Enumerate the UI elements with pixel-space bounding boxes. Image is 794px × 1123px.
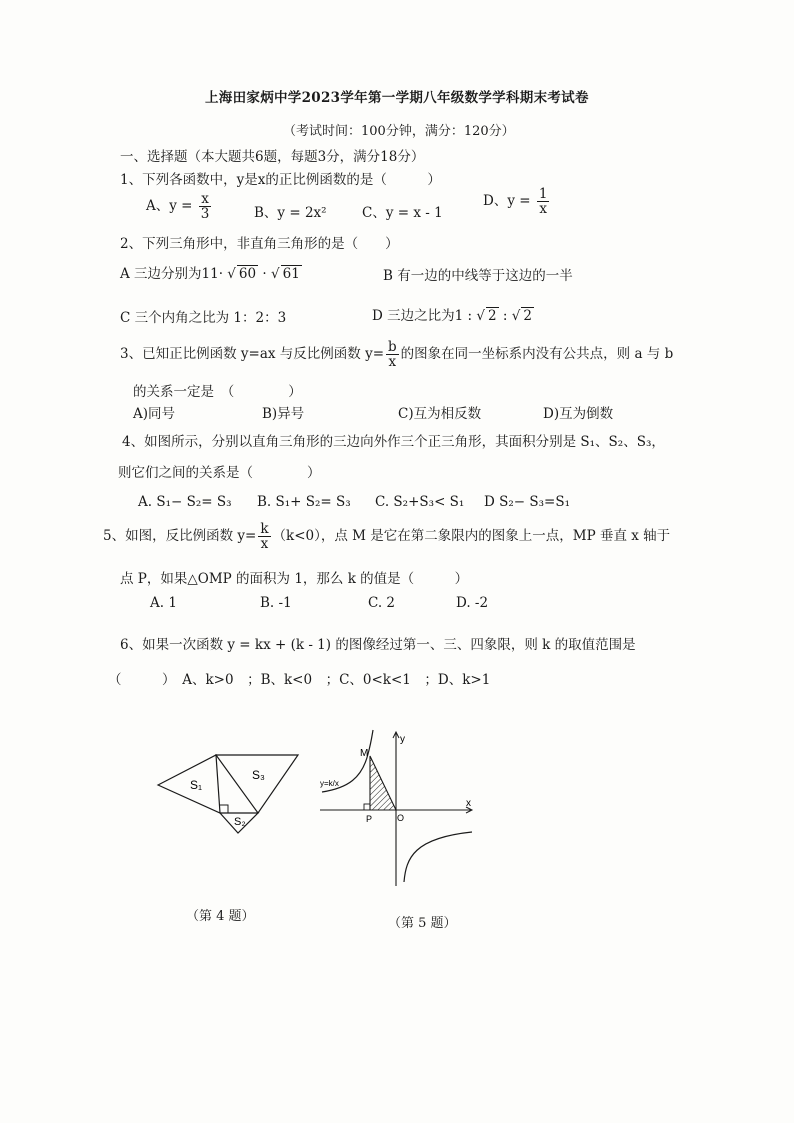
q1-option-c: C、y = x - 1 xyxy=(362,205,443,221)
q2-a-separator: · xyxy=(262,266,267,282)
q3-frac-num: b xyxy=(388,339,397,355)
figure-5-caption: （第 5 题） xyxy=(388,916,457,931)
q6-line1: 6、如果一次函数 y = kx + (k - 1) 的图像经过第一、三、四象限，则 k 的取值范围是 xyxy=(120,637,636,653)
q4-line2: 则它们之间的关系是（ ） xyxy=(118,465,321,481)
q2-a-root2: 61 xyxy=(282,266,300,282)
q1-a-fraction xyxy=(199,192,212,221)
q5-option-d: D. -2 xyxy=(456,595,489,611)
q2-d-prefix: D 三边之比为1 : xyxy=(372,308,473,324)
q2-d-separator: : xyxy=(502,308,508,324)
q3-option-b: B)异号 xyxy=(262,406,305,422)
q3-line2: 的关系一定是 （ ） xyxy=(133,384,302,400)
q5-frac-den: x xyxy=(260,536,269,553)
q5-line2: 点 P，如果△OMP 的面积为 1，那么 k 的值是（ ） xyxy=(120,571,469,587)
q5-option-a: A. 1 xyxy=(150,595,177,611)
q4-line1: 4、如图所示，分别以直角三角形的三边向外作三个正三角形，其面积分别是 S₁、S₂、S₃， xyxy=(122,434,665,450)
q1-d-num: 1 xyxy=(538,186,548,202)
fig5-curve-label: y=k/x xyxy=(320,779,339,788)
q1-d-den: x xyxy=(539,201,547,218)
section-heading: 一、选择题（本大题共6题，每题3分，满分18分） xyxy=(120,149,425,165)
fig5-right-angle-mark xyxy=(364,804,370,810)
fig4-label-s1: S₁ xyxy=(190,778,203,792)
fig5-label-m: M xyxy=(360,748,369,759)
q2-option-b: B 有一边的中线等于这边的一半 xyxy=(383,268,573,284)
q2-stem: 2、下列三角形中，非直角三角形的是（ ） xyxy=(120,236,399,252)
q2-d-root2: 2 xyxy=(523,308,532,324)
q5-fraction xyxy=(258,522,270,551)
q4-option-c: C. S₂+S₃< S₁ xyxy=(375,494,465,510)
q2-a-root1: 60 xyxy=(238,266,257,282)
q2-option-c: C 三个内角之比为 1：2：3 xyxy=(120,310,287,326)
fig5-curve-q4 xyxy=(404,832,472,882)
q3-stem-post: 的图象在同一坐标系内没有公共点，则 a 与 b xyxy=(400,346,674,363)
q1-option-d xyxy=(483,187,551,216)
q3-stem xyxy=(120,340,673,369)
q3-option-d: D)互为倒数 xyxy=(543,406,614,422)
q2-d-root1: 2 xyxy=(487,308,497,324)
q5-option-c: C. 2 xyxy=(368,595,396,611)
fig4-triangle-s1 xyxy=(158,755,220,813)
q4-option-b: B. S₁+ S₂= S₃ xyxy=(257,494,351,510)
q4-option-a: A. S₁− S₂= S₃ xyxy=(138,494,232,510)
q5-stem-pre: 5、如图，反比例函数 y= xyxy=(103,528,257,545)
fig5-shaded-triangle-omp xyxy=(370,756,396,810)
fig5-label-x: x xyxy=(466,798,471,809)
figure-5-graph xyxy=(318,728,478,888)
q3-frac-den: x xyxy=(388,354,397,371)
fig4-triangle-s3 xyxy=(216,755,298,813)
q5-stem xyxy=(103,522,670,551)
q1-a-den: 3 xyxy=(200,206,210,223)
figure-4-diagram xyxy=(150,745,310,840)
q1-a-prefix: A、y = xyxy=(146,198,193,215)
fig4-label-s3: S₃ xyxy=(252,768,265,782)
q2-option-a: A 三边分别为11· √ 60 · √ 61 xyxy=(120,266,300,282)
figure-4-caption: （第 4 题） xyxy=(186,909,255,924)
q1-stem: 1、下列各函数中，y是x的正比例函数的是（ ） xyxy=(120,172,441,188)
q1-d-fraction xyxy=(537,187,550,216)
q1-option-b: B、y = 2x² xyxy=(254,205,327,221)
q1-a-num: x xyxy=(199,192,212,207)
q5-stem-post: （k<0），点 M 是它在第二象限内的图象上一点，MP 垂直 x 轴于 xyxy=(272,528,671,545)
exam-title: 上海田家炳中学2023学年第一学期八年级数学学科期末考试卷 xyxy=(205,90,589,106)
q3-option-c: C)互为相反数 xyxy=(398,406,482,422)
fig4-label-s2: S₂ xyxy=(234,816,246,828)
q1-d-prefix: D、y = xyxy=(483,193,531,210)
q3-option-a: A)同号 xyxy=(133,406,176,422)
q4-option-d: D S₂− S₃=S₁ xyxy=(484,494,571,510)
q3-fraction xyxy=(386,340,399,369)
q5-frac-num: k xyxy=(260,521,269,537)
fig4-right-angle-mark xyxy=(220,805,228,813)
fig5-label-o: O xyxy=(397,813,405,823)
q2-option-d: D 三边之比为1 : √ 2 : √ 2 xyxy=(372,308,532,324)
fig5-label-y: y xyxy=(400,734,405,745)
q1-option-a xyxy=(146,192,213,221)
q2-a-prefix: A 三边分别为11· xyxy=(120,266,224,282)
q3-stem-pre: 3、已知正比例函数 y=ax 与反比例函数 y= xyxy=(120,346,385,363)
q5-option-b: B. -1 xyxy=(260,595,292,611)
q6-line2: （ ） A、k>0 ；B、k<0 ；C、0<k<1 ；D、k>1 xyxy=(108,672,491,688)
fig5-label-p: P xyxy=(366,814,373,824)
exam-info: （考试时间：100分钟，满分：120分） xyxy=(283,124,515,139)
